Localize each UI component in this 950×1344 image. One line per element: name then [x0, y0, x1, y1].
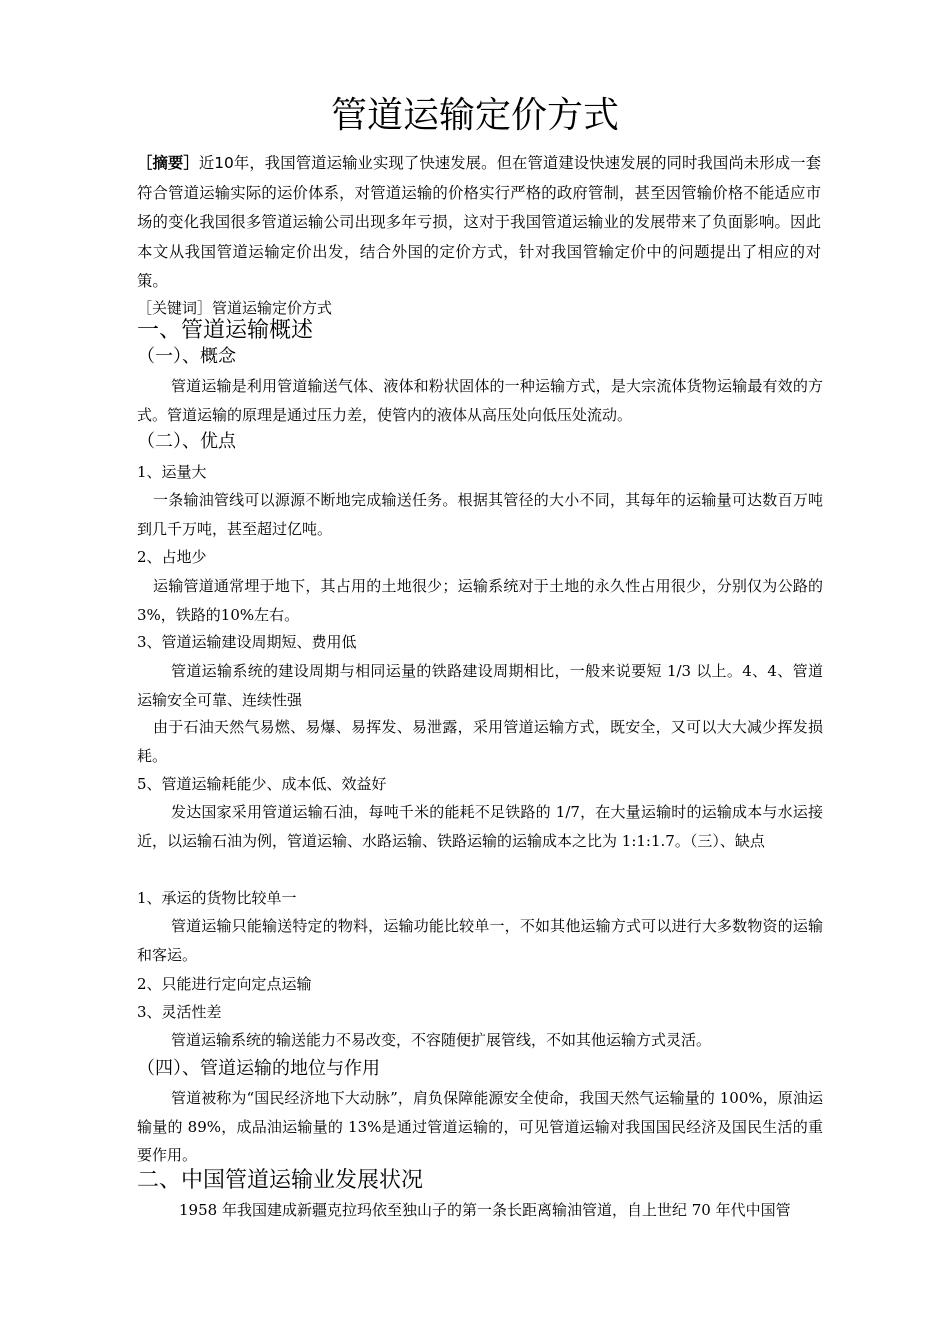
- advantage-5-heading: 5、管道运输耗能少、成本低、效益好: [137, 775, 387, 793]
- advantage-2-heading: 2、占地少: [137, 548, 207, 566]
- section-heading-2: 二、中国管道运输业发展状况: [137, 1168, 424, 1193]
- development-paragraph: 1958 年我国建成新疆克拉玛依至独山子的第一条长距离输油管道，自上世纪 70 年代中国管: [179, 1201, 791, 1219]
- subsection-heading-concept: （一）、概念: [137, 346, 236, 367]
- abstract-paragraph: [137, 149, 821, 297]
- disadvantage-3-paragraph: 管道运输系统的输送能力不易改变，不容随便扩展管线，不如其他运输方式灵活。: [171, 1031, 712, 1049]
- abstract-label: ［摘要］: [137, 154, 199, 172]
- disadvantage-1-paragraph: 管道运输只能输送特定的物料，运输功能比较单一，不如其他运输方式可以进行大多数物资的运输和客运。: [137, 917, 823, 964]
- disadvantage-1-heading: 1、承运的货物比较单一: [137, 889, 297, 907]
- disadvantage-3-heading: 3、灵活性差: [137, 1003, 222, 1021]
- disadvantage-2-heading: 2、只能进行定向定点运输: [137, 975, 312, 993]
- advantage-5-paragraph: 发达国家采用管道运输石油，每吨千米的能耗不足铁路的 1/7，在大量运输时的运输成本与水运接近，以运输石油为例，管道运输、水路运输、铁路运输的运输成本之比为 1:1:1.7。（三）、缺点: [137, 803, 823, 850]
- doc-title: 管道运输定价方式: [330, 95, 619, 136]
- advantage-3-paragraph: 管道运输系统的建设周期与相同运量的铁路建设周期相比，一般来说要短 1/3 以上。4、4、管道运输安全可靠、连续性强: [137, 662, 823, 709]
- subsection-heading-role: （四）、管道运输的地位与作用: [137, 1058, 380, 1079]
- section-heading-1: 一、管道运输概述: [137, 318, 314, 343]
- advantage-1-paragraph: 一条输油管线可以源源不断地完成输送任务。根据其管径的大小不同，其每年的运输量可达数百万吨到几千万吨，甚至超过亿吨。: [137, 491, 823, 538]
- concept-paragraph: 管道运输是利用管道输送气体、液体和粉状固体的一种运输方式，是大宗流体货物运输最有效的方式。管道运输的原理是通过压力差，使管内的液体从高压处向低压处流动。: [137, 377, 823, 424]
- advantage-3-heading: 3、管道运输建设周期短、费用低: [137, 633, 357, 651]
- advantage-1-heading: 1、运量大: [137, 463, 207, 481]
- role-paragraph: 管道被称为“国民经济地下大动脉”，肩负保障能源安全使命，我国天然气运输量的 100%，原油运输量的 89%，成品油运输量的 13%是通过管道运输的，可见管道运输对我国国民经济及国民生活的重要作用。: [137, 1089, 823, 1164]
- advantage-2-paragraph: 运输管道通常埋于地下，其占用的土地很少；运输系统对于土地的永久性占用很少，分别仅为公路的3%，铁路的10%左右。: [137, 577, 823, 624]
- abstract-text: 近10年，我国管道运输业实现了快速发展。但在管道建设快速发展的同时我国尚未形成一套符合管道运输实际的运价体系，对管道运输的价格实行严格的政府管制，甚至因管输价格不能适应市场的变化我国很多管道运输公司出现多年亏损，这对于我国管道运输业的发展带来了负面影响。因此本文从我国管道运输定价出发，结合外国的定价方式，针对我国管输定价中的问题提出了相应的对策。: [137, 154, 821, 290]
- subsection-heading-advantages: （二）、优点: [137, 431, 236, 452]
- keywords-label: ［关键词］: [137, 299, 213, 317]
- advantage-4-paragraph: 由于石油天然气易燃、易爆、易挥发、易泄露，采用管道运输方式，既安全，又可以大大减少挥发损耗。: [137, 718, 823, 765]
- keywords-value: 管道运输定价方式: [212, 299, 333, 317]
